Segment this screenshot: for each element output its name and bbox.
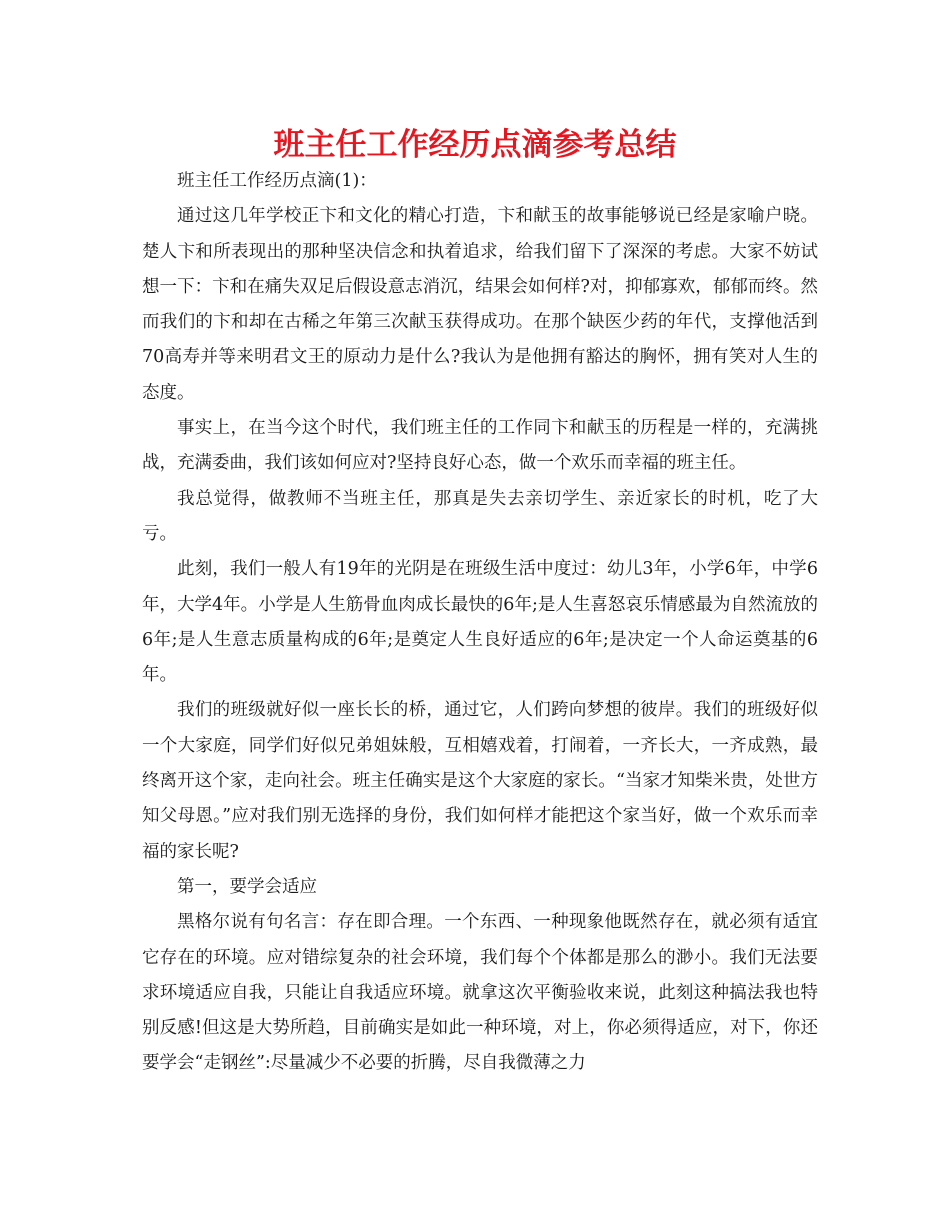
paragraph: 我们的班级就好似一座长长的桥，通过它，人们跨向梦想的彼岸。我们的班级好似一个大家庭，同学们好似兄弟姐妹般，互相嬉戏着，打闹着，一齐长大，一齐成熟，最终离开这个家，走向社会。班主任确实是这个大家庭的家长。“当家才知柴米贵，处世方知父母恩。”应对我们别无选择的身份，我们如何样才能把这个家当好，做一个欢乐而幸福的家长呢? xyxy=(142,700,818,862)
section-heading: 第一，要学会适应 xyxy=(177,876,317,897)
paragraph: 黑格尔说有句名言：存在即合理。一个东西、一种现象他既然存在，就必须有适宜它存在的环境。应对错综复杂的社会环境，我们每个个体都是那么的渺小。我们无法要求环境适应自我，只能让自我适应环境。就拿这次平衡验收来说，此刻这种搞法我也特别反感!但这是大势所趋，目前确实是如此一种环境，对上，你必须得适应，对下，你还要学会“走钢丝”:尽量减少不必要的折腾，尽自我微薄之力 xyxy=(142,912,818,1074)
paragraph: 通过这几年学校正卞和文化的精心打造，卞和献玉的故事能够说已经是家喻户晓。楚人卞和所表现出的那种坚决信念和执着追求，给我们留下了深深的考虑。大家不妨试想一下：卞和在痛失双足后假设意志消沉，结果会如何样?对，抑郁寡欢，郁郁而终。然而我们的卞和却在古稀之年第三次献玉获得成功。在那个缺医少药的年代，支撑他活到70高寿并等来明君文王的原动力是什么?我认为是他拥有豁达的胸怀，拥有笑对人生的态度。 xyxy=(142,206,818,403)
document-title: 班主任工作经历点滴参考总结 xyxy=(273,127,677,163)
paragraph: 此刻，我们一般人有19年的光阴是在班级生活中度过：幼儿3年，小学6年，中学6年，大学4年。小学是人生筋骨血肉成长最快的6年;是人生喜怒哀乐情感最为自然流放的6年;是人生意志质量构成的6年;是奠定人生良好适应的6年;是决定一个人命运奠基的6年。 xyxy=(142,559,818,686)
document-body xyxy=(142,164,818,1082)
paragraph: 我总觉得，做教师不当班主任，那真是失去亲切学生、亲近家长的时机，吃了大亏。 xyxy=(142,488,818,544)
paragraph: 事实上，在当今这个时代，我们班主任的工作同卞和献玉的历程是一样的，充满挑战，充满委曲，我们该如何应对?坚持良好心态，做一个欢乐而幸福的班主任。 xyxy=(142,418,818,474)
paragraph-heading: 班主任工作经历点滴(1)： xyxy=(177,171,377,191)
